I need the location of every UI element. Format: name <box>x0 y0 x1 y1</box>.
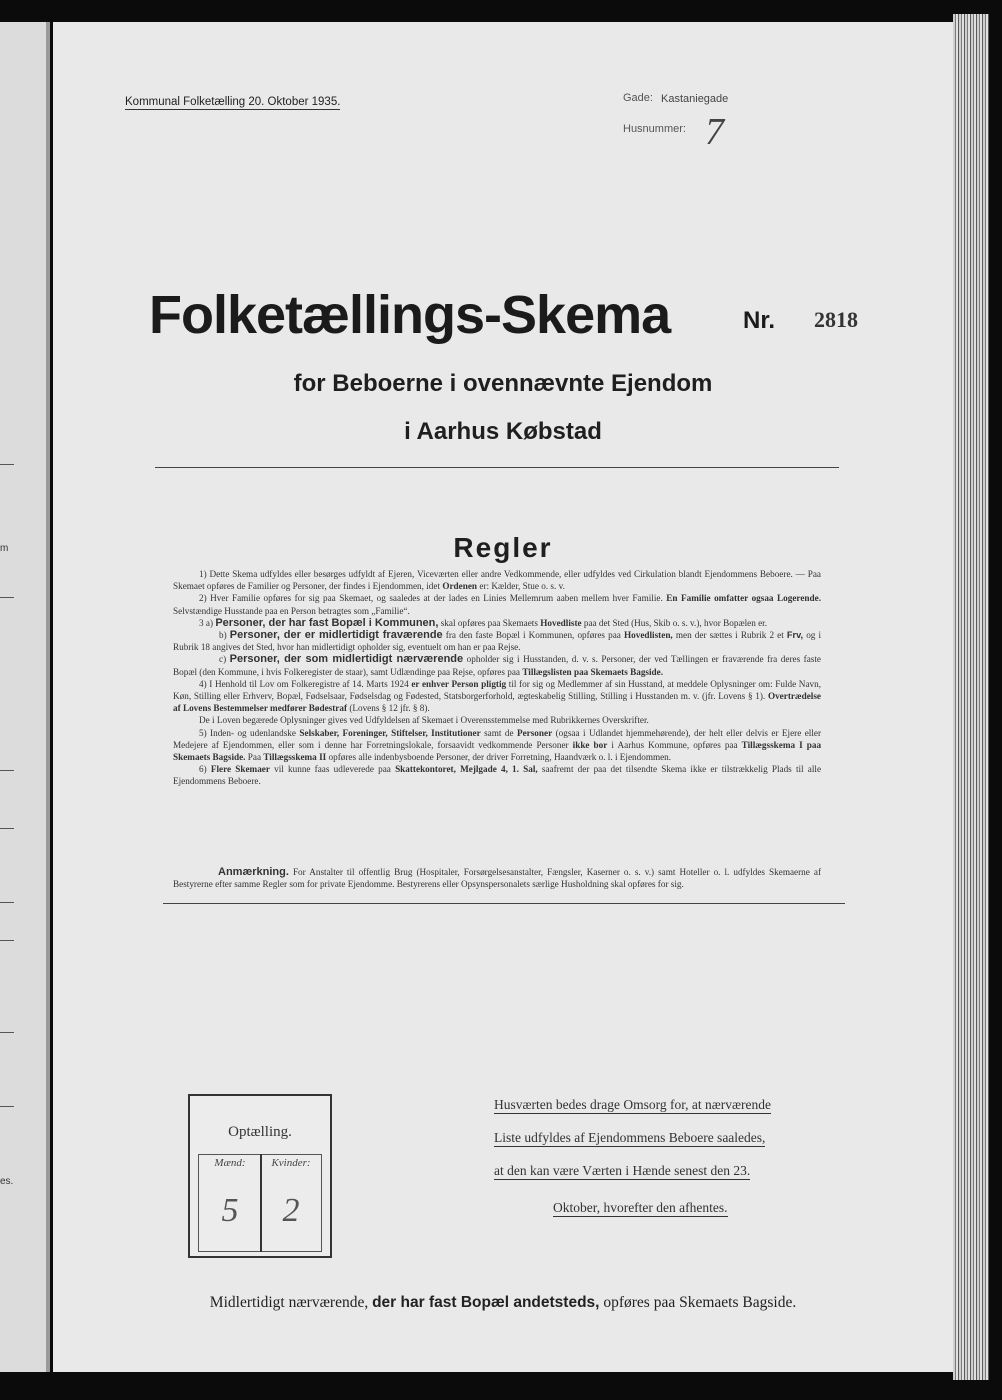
census-header: Kommunal Folketælling 20. Oktober 1935. <box>125 96 341 108</box>
kvinder-label: Kvinder: <box>271 1157 311 1169</box>
rule-6: 6) Flere Skemaer vil kunne faas udleverede paa Skattekontoret, Mejlgade 4, 1. Sal, saafremt der paa det tilsendte Skema ikke er tilstrækkelig Plads til alle Ejendommens Beboere. <box>173 764 822 787</box>
form-subtitle-city: i Aarhus Købstad <box>404 418 602 445</box>
left-page-line <box>0 1106 14 1107</box>
form-number-label: Nr. <box>743 307 776 334</box>
notice-line-2: Liste udfyldes af Ejendommens Beboere saaledes, <box>494 1130 766 1145</box>
gade-label: Gade: <box>623 92 653 104</box>
divider <box>155 467 839 468</box>
footer-note: Midlertidigt nærværende, der har fast Bopæl andetsteds, opføres paa Skemaets Bagside. <box>209 1294 797 1311</box>
regler-heading: Regler <box>453 532 553 563</box>
regler-text <box>173 568 821 788</box>
form-subtitle: for Beboerne i ovennævnte Ejendom <box>293 370 713 397</box>
rule-4-note: De i Loven begærede Oplysninger gives ved Udfyldelsen af Skemaet i Overensstemmelse med Rubrikkernes Overskrifter. <box>199 715 649 726</box>
left-page-line <box>0 902 14 903</box>
page-edge <box>46 22 50 1372</box>
rule-3b: b) Personer, der er midlertidigt fraværende fra den faste Bopæl i Kommunen, opføres paa Hovedlisten, men der sættes i Rubrik 2 et Frv, og i Rubrik 18 angives det Sted, hvor han midlertidigt opholder sig, eventuelt om han er paa Rejse. <box>173 629 822 653</box>
maend-count: 5 <box>221 1192 239 1229</box>
rule-1: 1) Dette Skema udfyldes eller besørges udfyldt af Ejeren, Viceværten eller andre Vedkommende, eller udfyldes ved Cirkulation blandt Ejendommens Beboere. — Paa Skemaet opføres de Familier og Personer, der findes i Ejendommen, idet Ordenen er: Kælder, Stue o. s. v. <box>173 569 821 592</box>
census-form-page <box>53 22 953 1372</box>
optaelling-box <box>188 1094 332 1258</box>
form-title: Folketællings-Skema <box>149 285 671 345</box>
notice-line-3: at den kan være Værten i Hænde senest den 23. <box>494 1163 751 1178</box>
left-page-line <box>0 828 14 829</box>
optaelling-title: Optælling. <box>228 1124 292 1140</box>
gade-value: Kastaniegade <box>661 93 729 105</box>
divider <box>163 903 845 904</box>
husnummer-label: Husnummer: <box>623 123 686 135</box>
left-page-fragment: m <box>0 543 9 554</box>
rule-5: 5) Inden- og udenlandske Selskaber, Foreninger, Stiftelser, Institutioner samt de Personer (ogsaa i Udlandet hjemmehørende), der helt eller delvis er Ejere eller Medejere af Ejendommen, eller som i denne har Forretningslokale, forsaavidt vedkommende Personer ikke bor i Aarhus Kommune, opføres paa Tillægsskema I paa Skemaets Bagside. Paa Tillægsskema II opføres alle indenbysboende Personer, der driver Forretning, Haandværk o. l. i Ejendommen. <box>173 727 822 763</box>
rule-3c: c) Personer, der som midlertidigt nærværende opholder sig i Husstanden, d. v. s. Personer, der ved Tællingen er fraværende fra deres faste Bopæl (den Kommune, i hvis Folkeregister de staar), samt Udlændinge paa Rejse, opføres paa Tillægslisten paa Skemaets Bagside. <box>173 653 822 677</box>
rule-2: 2) Hver Familie opføres for sig paa Skemaet, og saaledes at der lades en Linies Mellemrum aaben mellem hver Familie. En Familie omfatter ogsaa Logerende. Selvstændige Husstande paa en Person betragtes som „Familie“. <box>173 593 821 616</box>
kvinder-count: 2 <box>282 1192 300 1229</box>
anmaerkning <box>173 866 821 890</box>
notice-line-1: Husværten bedes drage Omsorg for, at nærværende <box>494 1097 772 1112</box>
anmaerkning-label: Anmærkning. <box>218 866 289 878</box>
left-page-line <box>0 770 14 771</box>
anmaerkning-text: For Anstalter til offentlig Brug (Hospitaler, Forsørgelsesanstalter, Fængsler, Kaserner o. s. v.) samt Hoteller o. l. udfyldes Skemaerne af Bestyrerne efter samme Regler som for private Ejendomme. Bestyrerens eller Opsynspersonalets særlige Husholdning skal opføres for sig. <box>173 867 822 890</box>
left-page-line <box>0 464 14 465</box>
rule-4: 4) I Henhold til Lov om Folkeregistre af 14. Marts 1924 er enhver Person pligtig til for sig og Medlemmer af sin Husstand, at meddele Oplysninger om: Fulde Navn, Køn, Stilling eller Erhverv, Bopæl, Fødselsaar, Fødselsdag og Fødested, Statsborgerforhold, ægteskabelig Stilling, Stilling i Husstanden m. v. (jfr. Lovens § 1). Overtrædelse af Lovens Bestemmelser medfører Bødestraf (Lovens § 12 jfr. § 8). <box>173 678 822 714</box>
left-page-line <box>0 1032 14 1033</box>
stacked-page-edges <box>953 14 989 1380</box>
husnummer-value: 7 <box>705 111 724 153</box>
notice-line-4: Oktober, hvorefter den afhentes. <box>553 1200 728 1215</box>
maend-label: Mænd: <box>214 1157 246 1169</box>
left-page-line <box>0 940 14 941</box>
left-page-edge <box>0 22 50 1372</box>
left-page-fragment: es. <box>0 1176 14 1187</box>
rule-3a: 3 a) Personer, der har fast Bopæl i Kommunen, skal opføres paa Skemaets Hovedliste paa det Sted (Hus, Skib o. s. v.), hvor Bopælen er. <box>199 616 768 629</box>
form-number-value: 2818 <box>814 307 858 332</box>
left-page-line <box>0 597 14 598</box>
